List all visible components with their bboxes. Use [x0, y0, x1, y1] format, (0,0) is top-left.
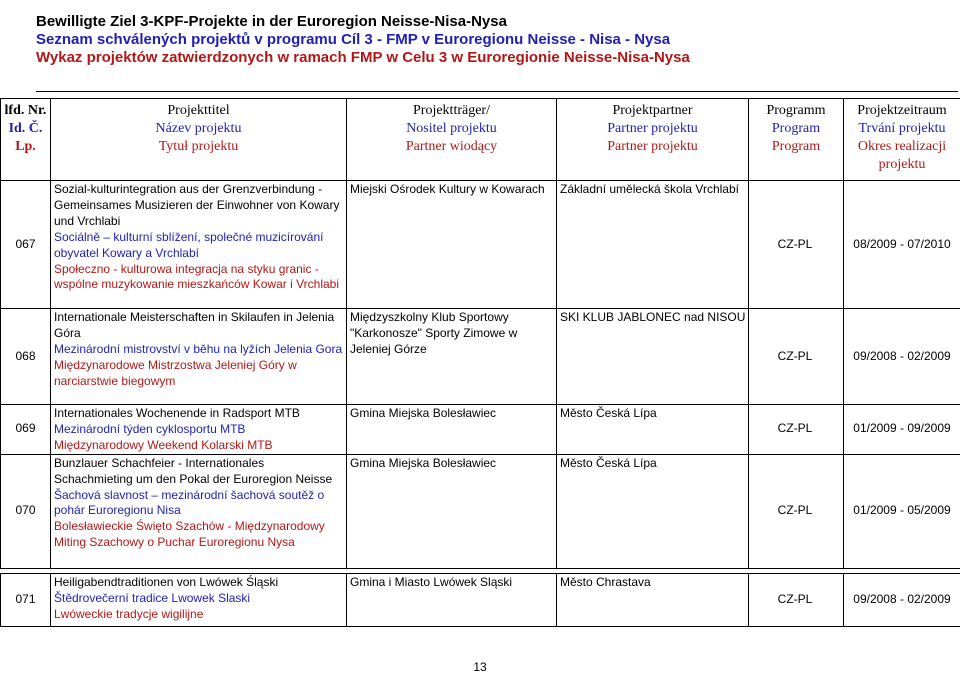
row-title: [51, 405, 347, 455]
row-program: CZ-PL: [749, 309, 844, 405]
title-czech: Seznam schválených projektů v programu Cíl 3 - FMP v Euroregionu Neisse - Nisa - Nysa: [36, 31, 670, 49]
row-title-pl: Międzynarodowe Mistrzostwa Jeleniej Góry w narciarstwie biegowym: [54, 358, 346, 390]
page-number: 13: [470, 660, 490, 674]
header-partner-cz: Partner projektu: [557, 120, 748, 138]
header-period-cz: Trvání projektu: [844, 120, 960, 138]
row-id: 068: [1, 309, 51, 405]
row-partner: [557, 181, 749, 309]
row-title-de: Sozial-kulturintegration aus der Grenzverbindung - Gemeinsames Musizieren der Einwohner von Kowary und Vrchlabi: [54, 182, 346, 230]
row-title: [51, 574, 347, 627]
header-partner: [557, 99, 749, 181]
table-row: [1, 405, 960, 455]
projects-table: [0, 98, 960, 569]
row-program: CZ-PL: [749, 405, 844, 455]
header-title-de: Projekttitel: [51, 102, 346, 120]
title-polish: Wykaz projektów zatwierdzonych w ramach FMP w Celu 3 w Euroregionie Neisse-Nisa-Nysa: [36, 49, 690, 67]
header-partner-pl: Partner projektu: [557, 138, 748, 156]
row-partner: [557, 574, 749, 627]
header-partner-de: Projektpartner: [557, 102, 748, 120]
header-period-de: Projektzeitraum: [844, 102, 960, 120]
row-holder: [347, 574, 557, 627]
row-id: 071: [1, 574, 51, 627]
row-period: 01/2009 - 05/2009: [844, 454, 960, 568]
row-holder-text: Gmina Miejska Bolesławiec: [350, 406, 556, 422]
row-period: 09/2008 - 02/2009: [844, 309, 960, 405]
row-partner: [557, 309, 749, 405]
header-period: [844, 99, 960, 181]
row-title-cz: Sociálně – kulturní sblížení, společné muzicírování obyvatel Kowary a Vrchlabí: [54, 230, 346, 262]
row-partner: [557, 405, 749, 455]
row-period: 08/2009 - 07/2010: [844, 181, 960, 309]
row-holder: [347, 405, 557, 455]
header-program-cz: Program: [749, 120, 843, 138]
row-id: 070: [1, 454, 51, 568]
header-holder-cz: Nositel projektu: [347, 120, 556, 138]
title-german: Bewilligte Ziel 3-KPF-Projekte in der Euroregion Neisse-Nisa-Nysa: [36, 13, 507, 31]
row-title-de: Internationale Meisterschaften in Skilaufen in Jelenia Góra: [54, 310, 346, 342]
row-id: 069: [1, 405, 51, 455]
row-title-cz: Štědrovečerní tradice Lwowek Slaski: [54, 591, 346, 607]
row-holder: [347, 454, 557, 568]
header-title: [51, 99, 347, 181]
row-program: CZ-PL: [749, 454, 844, 568]
row-period: 01/2009 - 09/2009: [844, 405, 960, 455]
header-program-pl: Program: [749, 138, 843, 156]
row-title-pl: Społeczno - kulturowa integracja na styku granic - wspólne muzykowanie mieszkańców Kowar i Vrchlabi: [54, 262, 346, 294]
row-title-pl: Bolesławieckie Święto Szachów - Międzynarodowy Miting Szachowy o Puchar Euroregionu Nysa: [54, 519, 346, 551]
row-holder-text: Miejski Ośrodek Kultury w Kowarach: [350, 182, 556, 198]
projects-table-continued: [0, 573, 960, 627]
table-row: [1, 574, 960, 627]
row-holder: [347, 181, 557, 309]
header-id: [1, 99, 51, 181]
row-title-de: Internationales Wochenende in Radsport MTB: [54, 406, 346, 422]
row-partner-text: Město Chrastava: [560, 575, 748, 591]
table-row: [1, 454, 960, 568]
row-title-cz: Mezinárodní mistrovství v běhu na lyžích Jelenia Gora: [54, 342, 346, 358]
header-holder-de: Projektträger/: [347, 102, 556, 120]
row-title: [51, 454, 347, 568]
row-id: 067: [1, 181, 51, 309]
row-title-pl: Międzynarodowy Weekend Kolarski MTB: [54, 438, 346, 454]
row-title-de: Bunzlauer Schachfeier - Internationales Schachmieting um den Pokal der Euroregion Neisse: [54, 456, 346, 488]
row-holder-text: Międzyszkolny Klub Sportowy "Karkonosze" Sporty Zimowe w Jeleniej Górze: [350, 310, 556, 358]
row-title: [51, 181, 347, 309]
header-period-pl: Okres realizacji projektu: [844, 138, 960, 174]
row-period: 09/2008 - 02/2009: [844, 574, 960, 627]
row-partner-text: Základní umělecká škola Vrchlabí: [560, 182, 748, 198]
header-id-cz: Id. Č.: [1, 120, 50, 138]
header-program: [749, 99, 844, 181]
row-partner-text: Město Česká Lípa: [560, 456, 748, 472]
header-program-de: Programm: [749, 102, 843, 120]
header-id-de: lfd. Nr.: [1, 102, 50, 120]
table-header-row: [1, 99, 960, 181]
row-title-pl: Lwóweckie tradycje wigilijne: [54, 607, 346, 623]
header-title-cz: Název projektu: [51, 120, 346, 138]
row-holder-text: Gmina Miejska Bolesławiec: [350, 456, 556, 472]
header-holder-pl: Partner wiodący: [347, 138, 556, 156]
row-partner: [557, 454, 749, 568]
row-program: CZ-PL: [749, 181, 844, 309]
row-partner-text: Město Česká Lípa: [560, 406, 748, 422]
table-row: [1, 181, 960, 309]
row-holder-text: Gmina i Miasto Lwówek Sląski: [350, 575, 556, 591]
row-holder: [347, 309, 557, 405]
title-divider: [36, 91, 958, 92]
row-title-cz: Šachová slavnost – mezinárodní šachová soutěž o pohár Euroregionu Nisa: [54, 488, 346, 520]
row-partner-text: SKI KLUB JABLONEC nad NISOU: [560, 310, 748, 326]
header-holder: [347, 99, 557, 181]
table-row: [1, 309, 960, 405]
header-id-pl: Lp.: [1, 138, 50, 156]
header-title-pl: Tytuł projektu: [51, 138, 346, 156]
row-title-cz: Mezinárodní týden cyklosportu MTB: [54, 422, 346, 438]
row-program: CZ-PL: [749, 574, 844, 627]
row-title: [51, 309, 347, 405]
row-title-de: Heiligabendtraditionen von Lwówek Śląski: [54, 575, 346, 591]
